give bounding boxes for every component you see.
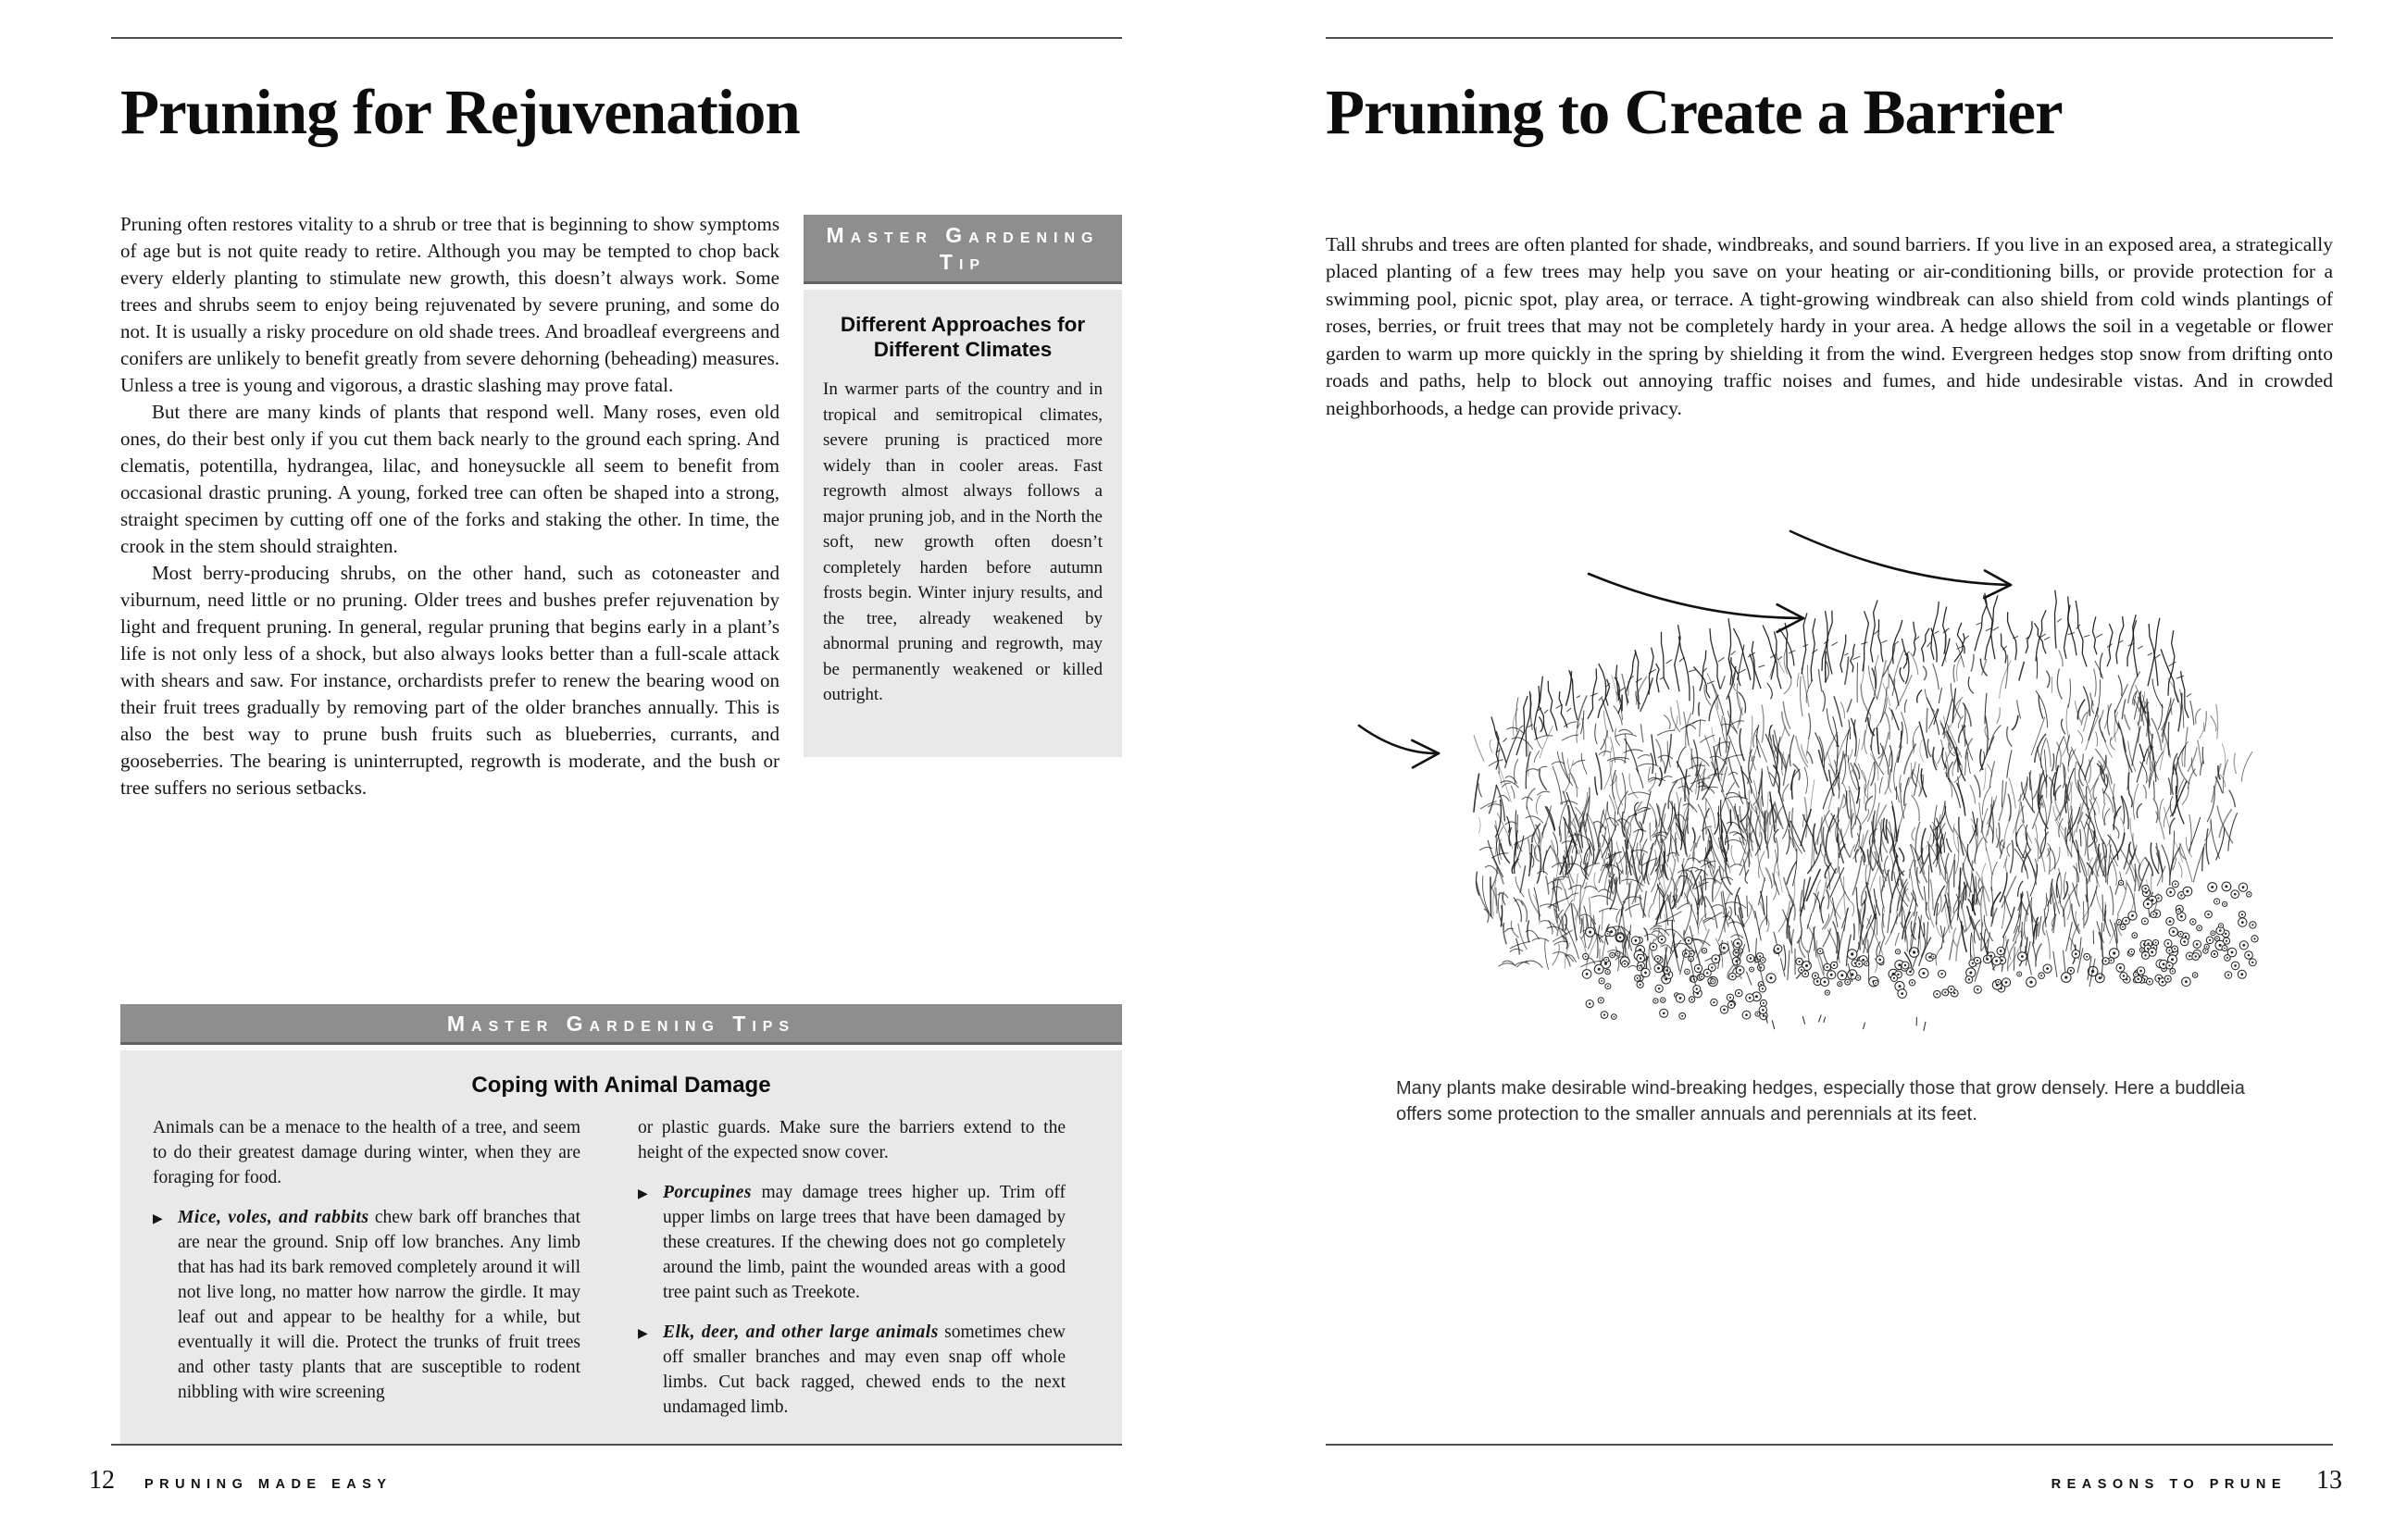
- right-page-footer: [2052, 1466, 2342, 1496]
- tips-box-title: Coping with Animal Damage: [471, 1073, 771, 1098]
- left-page-body: [120, 211, 1122, 801]
- paragraph: Most berry-producing shrubs, on the other hand, such as cotoneaster and viburnum, need little or no pruning. Older trees and bushes prefer rejuvenation by light and frequent pruning. In general, regular pruning that begins early in a plant’s life is not only less of a shock, but also always looks better than a full-scale attack with shears and saw. For instance, orchardists prefer to renew the bearing wood on their fruit trees gradually by removing part of the older branches annually. This is also the best way to prune bush fruits such as blueberries, currants, and gooseberries. The bearing is uninterrupted, regrowth is moderate, and the bush or tree suffers no serious setbacks.: [120, 562, 779, 799]
- tips-box-body: [120, 1050, 1122, 1446]
- bullet-arrow-icon: ▶: [153, 1212, 163, 1226]
- wind-arrow-icon: [1790, 531, 2011, 585]
- right-page-title: Pruning to Create a Barrier: [1326, 77, 2063, 147]
- bullet-lead: Porcupines: [663, 1183, 753, 1202]
- bullet-text: chew bark off branches that are near the ground. Snip off low branches. Any limb that has had its bark removed completely around it will not live long, no matter how narrow the girdle. It may leaf out and appear to be healthy for a while, but eventually it will die. Protect the trunks of fruit trees and other tasty plants that are susceptible to rodent nibbling with wire screening: [178, 1208, 580, 1402]
- wind-arrow-icon: [1359, 726, 1439, 753]
- tips-header-bar: Master Gardening Tips: [120, 1004, 1122, 1045]
- sidebar-tip-box: [804, 290, 1122, 757]
- bullet-arrow-icon: ▶: [638, 1327, 648, 1341]
- list-item: [638, 1320, 1066, 1420]
- tips-continuation: or plastic guards. Make sure the barriers extend to the height of the expected snow cover.: [638, 1118, 1066, 1162]
- hedge-drawing: [1357, 492, 2342, 1037]
- sidebar-tip-title: Different Approaches for Different Climates: [840, 313, 1086, 361]
- tips-right-column: [638, 1115, 1066, 1420]
- bullet-lead: Elk, deer, and other large animals: [663, 1323, 939, 1342]
- left-page-top-rule: [111, 37, 1122, 39]
- bullet-arrow-icon: ▶: [638, 1187, 648, 1201]
- paragraph: But there are many kinds of plants that respond well. Many roses, even old ones, do their best only if you cut them back nearly to the ground each spring. And clematis, potentilla, hydrangea, lilac, and honeysuckle all seem to benefit from occasional drastic pruning. A young, forked tree can often be shaped into a strong, straight specimen by cutting off one of the forks and staking the other. In time, the crook in the stem should straighten.: [120, 401, 779, 557]
- page-number: 12: [89, 1466, 115, 1495]
- list-item: [153, 1205, 580, 1405]
- tips-left-column: [153, 1115, 580, 1420]
- bullet-text: may damage trees higher up. Trim off upper limbs on large trees that have been damaged by these creatures. If the chewing does not go completely around the limb, paint the wounded areas with a good tree paint such as Treekote.: [663, 1183, 1066, 1302]
- bullet-text: sometimes chew off smaller branches and may even snap off whole limbs. Cut back ragged, chewed ends to the next undamaged limb.: [663, 1323, 1066, 1417]
- hedge-illustration: [1357, 492, 2342, 1037]
- tips-intro: Animals can be a menace to the health of a tree, and seem to do their greatest damage during winter, when they are foraging for food.: [153, 1118, 580, 1187]
- sidebar-header-bar: Master Gardening Tip: [804, 215, 1122, 284]
- coping-with-animal-damage-box: [120, 1004, 1122, 1446]
- left-page-footer: [89, 1466, 393, 1496]
- right-page-paragraph: Tall shrubs and trees are often planted for shade, windbreaks, and sound barriers. If you live in an exposed area, a strategically placed planting of a few trees may help you save on your heating or air-conditioning bills, or provide protection for a swimming pool, picnic spot, play area, or terrace. A tight-growing windbreak can also shield from cold winds plantings of roses, berries, or fruit trees that may not be completely hardy in your area. A hedge allows the soil in a vegetable or flower garden to warm up more quickly in the spring by shielding it from the wind. Evergreen hedges stop snow from drifting onto roads and paths, help to block out annoying traffic noises and fumes, and hide undesirable vistas. And in crowded neighborhoods, a hedge can provide privacy.: [1326, 232, 2333, 419]
- left-page-footer-rule: [111, 1444, 1122, 1446]
- right-page-footer-rule: [1326, 1444, 2333, 1446]
- left-page-title: Pruning for Rejuvenation: [120, 77, 800, 147]
- paragraph: Pruning often restores vitality to a shrub or tree that is beginning to show symptoms of age but is not quite ready to retire. Although you may be tempted to chop back every elderly planting to stimulate new growth, this doesn’t always work. Some trees and shrubs seem to enjoy being rejuvenated by severe pruning, and some do not. It is usually a risky procedure on old shade trees. And broadleaf evergreens and conifers are unlikely to benefit greatly from severe dehorning (beheading) measures. Unless a tree is young and vigorous, a drastic slashing may prove fatal.: [120, 213, 779, 396]
- right-page-top-rule: [1326, 37, 2333, 39]
- illustration-caption: Many plants make desirable wind-breaking hedges, especially those that grow densely. Here a buddleia offers some protection to the smaller annuals and perennials at its feet.: [1396, 1078, 2245, 1124]
- wind-arrow-icon: [1589, 574, 1803, 618]
- running-head: PRUNING MADE EASY: [144, 1477, 393, 1492]
- list-item: [638, 1180, 1066, 1305]
- page-number: 13: [2316, 1466, 2342, 1495]
- master-gardening-tip-sidebar: [804, 215, 1122, 757]
- sidebar-tip-body: In warmer parts of the country and in tropical and semitropical climates, severe pruning is practiced more widely than in cooler areas. Fast regrowth almost always follows a major pruning job, and in the North the soft, new growth often doesn’t completely harden before autumn frosts begin. Winter injury results, and the tree, already weakened by abnormal pruning and regrowth, may be permanently weakened or killed outright.: [823, 379, 1103, 704]
- running-head: REASONS TO PRUNE: [2051, 1477, 2287, 1492]
- bullet-lead: Mice, voles, and rabbits: [178, 1208, 369, 1227]
